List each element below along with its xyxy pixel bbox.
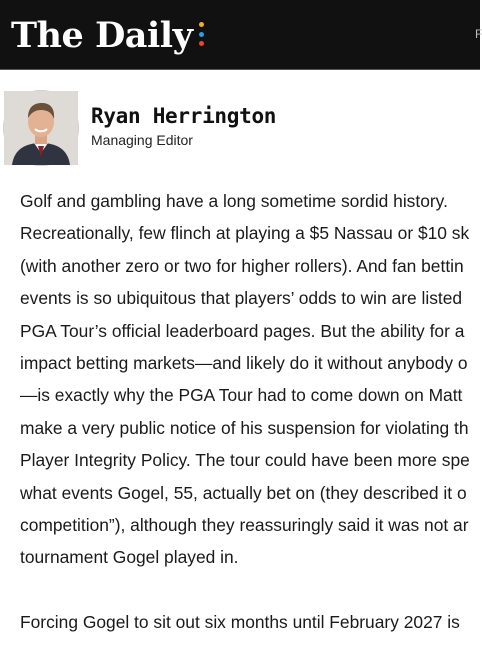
article-line: (with another zero or two for higher rollers). And fan bettin	[20, 255, 464, 276]
nav-menu-item[interactable]: F	[475, 27, 482, 41]
logo-dot-yellow	[199, 22, 204, 27]
article-line: impact betting markets—and likely do it without anybody o	[20, 353, 468, 374]
article-line: tournament Gogel played in.	[20, 547, 239, 568]
article-line: Recreationally, few flinch at playing a $5 Nassau or $10 sk	[20, 223, 470, 244]
article-line: —is exactly why the PGA Tour had to come down on Matt	[20, 385, 463, 406]
author-name[interactable]: Ryan Herrington	[91, 104, 277, 128]
article-line: what events Gogel, 55, actually bet on (they described it o	[20, 482, 467, 503]
article-line: PGA Tour’s official leaderboard pages. But the ability for a	[20, 320, 465, 341]
article-line: make a very public notice of his suspension for violating th	[20, 417, 469, 438]
author-title: Managing Editor	[91, 132, 193, 148]
article-body	[20, 185, 480, 670]
article-line: competition”), although they reassuringly said it was not ar	[20, 515, 469, 536]
article-paragraph	[20, 606, 480, 638]
top-navigation-bar	[0, 0, 480, 70]
author-avatar	[3, 90, 79, 166]
logo-dots-icon	[199, 22, 204, 46]
site-logo[interactable]	[11, 16, 204, 58]
logo-dot-red	[199, 41, 204, 46]
author-portrait-icon	[4, 91, 78, 165]
article-line: events is so ubiquitous that players’ odds to win are listed	[20, 288, 463, 309]
logo-dot-blue	[199, 32, 204, 37]
article-paragraph	[20, 185, 480, 574]
author-byline	[3, 90, 473, 166]
article-line: Forcing Gogel to sit out six months until February 2027 is	[20, 611, 460, 632]
article-line: Golf and gambling have a long sometime sordid history.	[20, 191, 448, 211]
logo-text: The Daily	[11, 15, 193, 56]
article-line: Player Integrity Policy. The tour could have been more spe	[20, 450, 470, 471]
